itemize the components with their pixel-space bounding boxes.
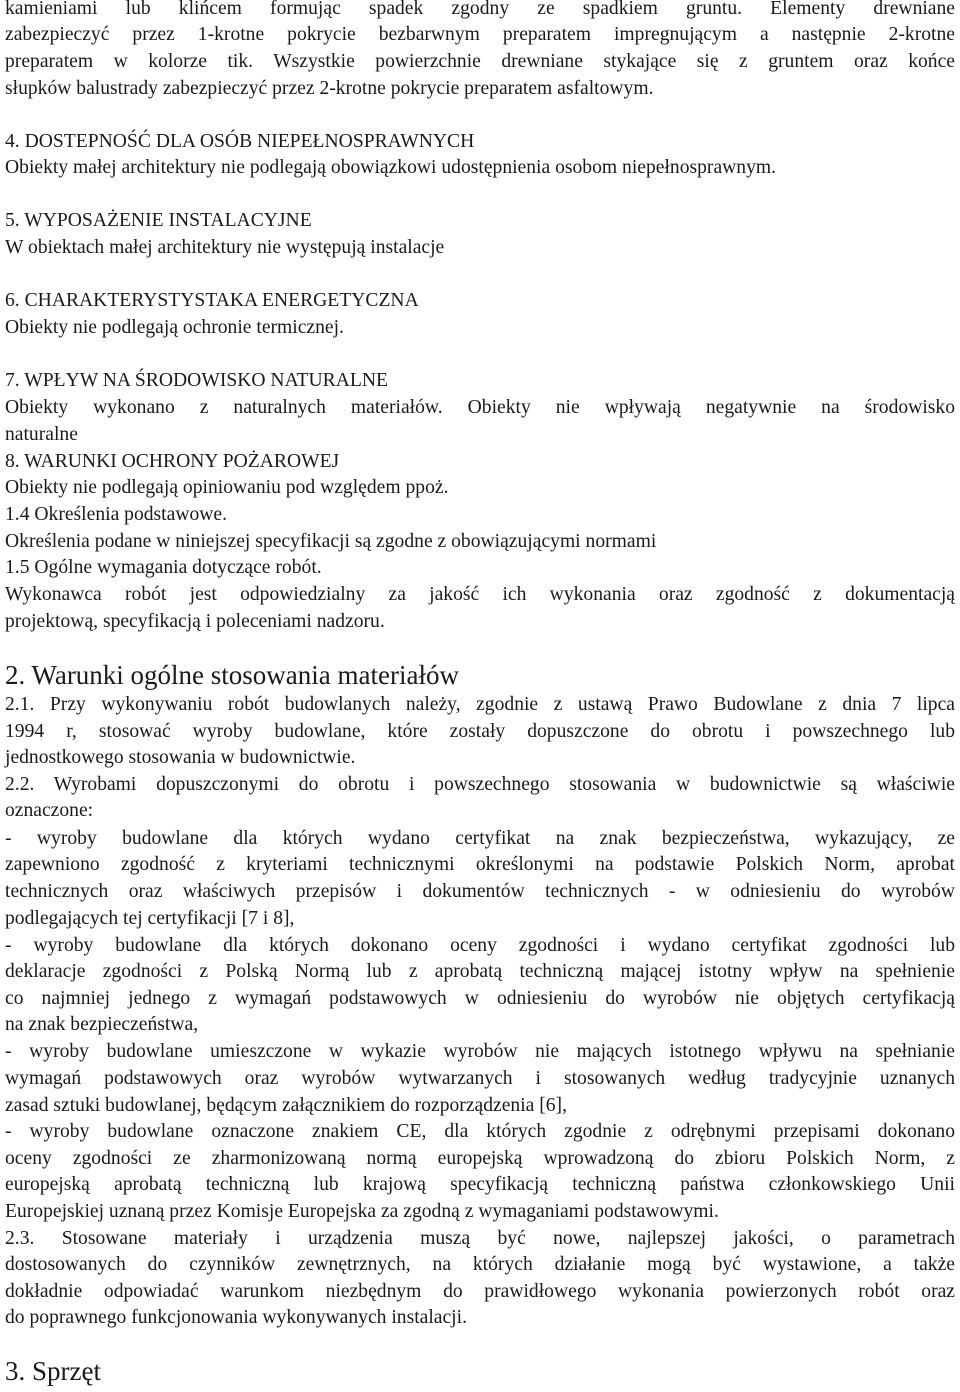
text-line: W obiektach małej architektury nie występują instalacje — [5, 237, 445, 258]
text-line: europejską aprobatą techniczną lub krajową specyfikacją techniczną państwa członkowskiego Unii — [5, 1174, 955, 1195]
text-line: Europejskiej uznaną przez Komisje Europejska za zgodną z wymaganiami podstawowymi. — [5, 1201, 719, 1222]
text-line: 2.1. Przy wykonywaniu robót budowlanych należy, zgodnie z ustawą Prawo Budowlane z dnia 7 lipca — [5, 694, 955, 715]
text-line: dostosowanych do czynników zewnętrznych, na których działanie mogą być wystawione, a także — [5, 1254, 955, 1275]
section-heading: 3. Sprzęt — [5, 1356, 101, 1386]
text-line: 8. WARUNKI OCHRONY POŻAROWEJ — [5, 451, 340, 472]
text-line: Określenia podane w niniejszej specyfikacji są zgodne z obowiązującymi normami — [5, 531, 657, 552]
text-line: 2.3. Stosowane materiały i urządzenia muszą być nowe, najlepszej jakości, o parametrach — [5, 1228, 955, 1249]
text-line: technicznych oraz właściwych przepisów i dokumentów technicznych - w odniesieniu do wyrobów — [5, 881, 955, 902]
text-line: do poprawnego funkcjonowania wykonywanych instalacji. — [5, 1307, 467, 1328]
text-line: zapewniono zgodność z kryteriami technicznymi określonymi na podstawie Polskich Norm, aprobat — [5, 854, 955, 875]
text-line: wymagań podstawowych oraz wyrobów wytwarzanych i stosowanych według tradycyjnie uznanych — [5, 1068, 955, 1089]
text-line: kamieniami lub klińcem formując spadek zgodny ze spadkiem gruntu. Elementy drewniane — [5, 0, 955, 19]
text-line: 6. CHARAKTERYSTYSTAKA ENERGETYCZNA — [5, 290, 419, 311]
text-line: dokładnie odpowiadać warunkom niezbędnym do prawidłowego wykonania powierzonych robót oraz — [5, 1281, 955, 1302]
text-line: Obiekty wykonano z naturalnych materiałów. Obiekty nie wpływają negatywnie na środowisko — [5, 397, 955, 418]
text-line: 4. DOSTEPNOŚĆ DLA OSÓB NIEPEŁNOSPRAWNYCH — [5, 131, 475, 152]
section-heading: 2. Warunki ogólne stosowania materiałów — [5, 660, 459, 690]
text-line: słupków balustrady zabezpieczyć przez 2-krotne pokrycie preparatem asfaltowym. — [5, 78, 654, 99]
text-line: zabezpieczyć przez 1-krotne pokrycie bezbarwnym preparatem impregnującym a następnie 2-krotne — [5, 24, 955, 45]
text-line: zasad sztuki budowlanej, będącym załącznikiem do rozporządzenia [6], — [5, 1095, 567, 1116]
text-line: naturalne — [5, 424, 78, 445]
text-line: 1994 r, stosować wyroby budowlane, które zostały dopuszczone do obrotu i powszechnego lub — [5, 721, 955, 742]
text-line: podlegających tej certyfikacji [7 i 8], — [5, 908, 295, 929]
text-line: jednostkowego stosowania w budownictwie. — [5, 747, 356, 768]
text-line: Obiekty małej architektury nie podlegają obowiązkowi udostępnienia osobom niepełnosprawnym. — [5, 157, 777, 178]
text-line: deklaracje zgodności z Polską Normą lub z aprobatą techniczną mającej istotny wpływ na spełnienie — [5, 961, 955, 982]
text-line: oceny zgodności ze zharmonizowaną normą europejską wprowadzoną do zbioru Polskich Norm, z — [5, 1148, 955, 1169]
text-line: Obiekty nie podlegają opiniowaniu pod względem ppoż. — [5, 477, 449, 498]
text-line: Obiekty nie podlegają ochronie termicznej. — [5, 317, 344, 338]
text-line: co najmniej jednego z wymagań podstawowych w odniesieniu do wyrobów nie objętych certyfikacją — [5, 988, 955, 1009]
text-line: na znak bezpieczeństwa, — [5, 1014, 199, 1035]
text-line: oznaczone: — [5, 800, 94, 821]
text-line: 1.4 Określenia podstawowe. — [5, 504, 228, 525]
text-line: 2.2. Wyrobami dopuszczonymi do obrotu i powszechnego stosowania w budownictwie są właściwie — [5, 774, 955, 795]
text-line: projektową, specyfikacją i poleceniami nadzoru. — [5, 611, 385, 632]
text-line: 5. WYPOSAŻENIE INSTALACYJNE — [5, 210, 312, 231]
text-line: Wykonawca robót jest odpowiedzialny za jakość ich wykonania oraz zgodność z dokumentacją — [5, 584, 955, 605]
text-line: - wyroby budowlane umieszczone w wykazie wyrobów nie mających istotnego wpływu na spełnianie — [5, 1041, 955, 1062]
text-line: 1.5 Ogólne wymagania dotyczące robót. — [5, 557, 322, 578]
text-line: - wyroby budowlane dla których wydano certyfikat na znak bezpieczeństwa, wykazujący, ze — [5, 828, 955, 849]
text-line: preparatem w kolorze tik. Wszystkie powierzchnie drewniane stykające się z gruntem oraz końce — [5, 51, 955, 72]
text-line: 7. WPŁYW NA ŚRODOWISKO NATURALNE — [5, 370, 388, 391]
text-line: - wyroby budowlane oznaczone znakiem CE, dla których zgodnie z odrębnymi przepisami dokonano — [5, 1121, 955, 1142]
text-line: - wyroby budowlane dla których dokonano oceny zgodności i wydano certyfikat zgodności lub — [5, 935, 955, 956]
